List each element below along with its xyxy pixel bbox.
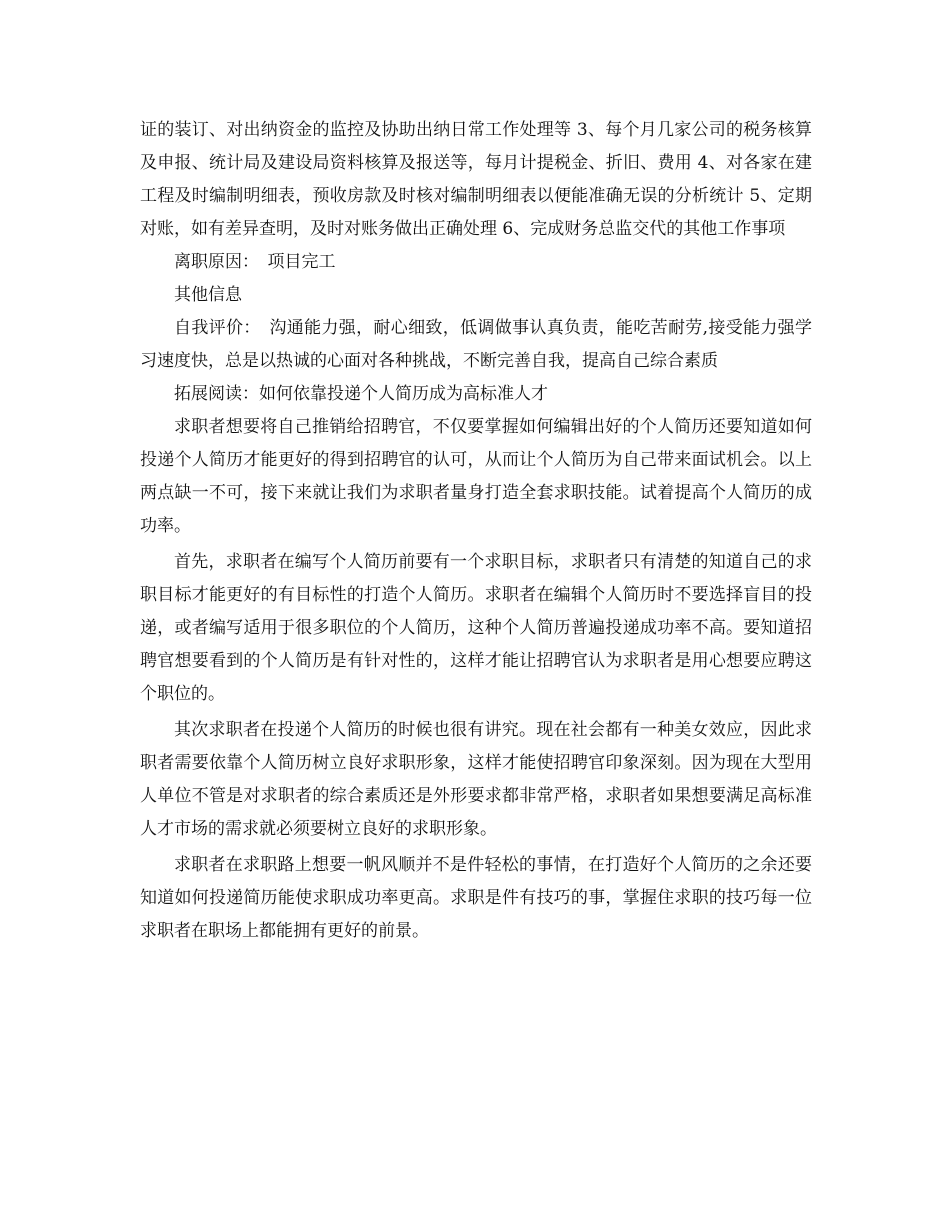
- paragraph-extended-reading-title: 拓展阅读：如何依靠投递个人简历成为高标准人才: [174, 384, 548, 404]
- paragraph-second-point: 其次求职者在投递个人简历的时候也很有讲究。现在社会都有一种美女效应，因此求职者需要依靠个人简历树立良好求职形象，这样才能使招聘官印象深刻。因为现在大型用人单位不管是对求职者的综合素质还是外形要求都非常严格，求职者如果想要满足高标准人才市场的需求就必须要树立良好的求职形象。: [140, 720, 812, 839]
- paragraph-intro: 求职者想要将自己推销给招聘官，不仅要掌握如何编辑出好的个人简历还要知道如何投递个人简历才能更好的得到招聘官的认可，从而让个人简历为自己带来面试机会。以上两点缺一不可，接下来就让我们为求职者量身打造全套求职技能。试着提高个人简历的成功率。: [140, 417, 812, 536]
- paragraph-conclusion: 求职者在求职路上想要一帆风顺并不是件轻松的事情，在打造好个人简历的之余还要知道如何投递简历能使求职成功率更高。求职是件有技巧的事，掌握住求职的技巧每一位求职者在职场上都能拥有更好的前景。: [140, 855, 812, 941]
- paragraph-self-evaluation: 自我评价： 沟通能力强，耐心细致，低调做事认真负责，能吃苦耐劳,接受能力强学习速度快，总是以热诚的心面对各种挑战，不断完善自我，提高自己综合素质: [140, 318, 812, 371]
- paragraph-other-info-heading: 其他信息: [174, 285, 242, 305]
- document-body: [140, 114, 812, 948]
- paragraph-job-duties: 证的装订、对出纳资金的监控及协助出纳日常工作处理等 3、每个月几家公司的税务核算及申报、统计局及建设局资料核算及报送等，每月计提税金、折旧、费用 4、对各家在建工程及时编制明细表，预收房款及时核对编制明细表以便能准确无误的分析统计 5、定期对账，如有差异查明，及时对账务做出正确处理 6、完成财务总监交代的其他工作事项: [140, 120, 812, 239]
- paragraph-first-point: 首先，求职者在编写个人简历前要有一个求职目标，求职者只有清楚的知道自己的求职目标才能更好的有目标性的打造个人简历。求职者在编辑个人简历时不要选择盲目的投递，或者编写适用于很多职位的个人简历，这种个人简历普遍投递成功率不高。要知道招聘官想要看到的个人简历是有针对性的，这样才能让招聘官认为求职者是用心想要应聘这个职位的。: [140, 552, 812, 704]
- paragraph-leaving-reason: 离职原因： 项目完工: [174, 252, 336, 272]
